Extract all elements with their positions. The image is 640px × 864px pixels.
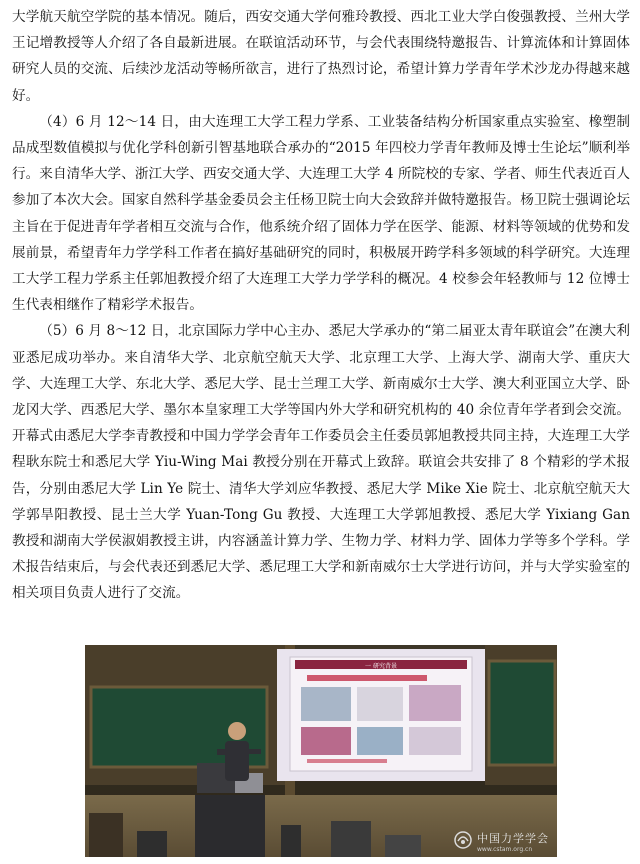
watermark: [453, 827, 549, 853]
watermark-url: www.cstam.org.cn: [477, 846, 533, 853]
lecture-hall-image: [85, 645, 557, 857]
slide-title: 一 研究背景: [365, 663, 397, 670]
paragraph-item-5: （5）6 月 8～12 日，北京国际力学中心主办、悉尼大学承办的“第二届亚太青年联谊会”在澳大利亚悉尼成功举办。来自清华大学、北京航空航天大学、北京理工大学、上海大学、湖南大学、重庆大学、大连理工大学、东北大学、悉尼大学、昆士兰理工大学、新南威尔士大学、澳大利亚国立大学、卧龙冈大学、西悉尼大学、墨尔本皇家理工大学等国内外大学和研究机构的 40 余位青年学者到会交流。开幕式由悉尼大学李青教授和中国力学学会青年工作委员会主任委员郭旭教授共同主持，大连理工大学程耿东院士和悉尼大学 Yiu-Wing Mai 教授分别在开幕式上致辞。联谊会共安排了 8 个精彩的学术报告，分别由悉尼大学 Lin Ye 院士、清华大学刘应华教授、悉尼大学 Mike Xie 院士、北京航空航天大学郭旱阳教授、昆士兰大学 Yuan-Tong Gu 教授、大连理工大学郭旭教授、悉尼大学 Yixiang Gan 教授和湖南大学侯淑娟教授主讲，内容涵盖计算力学、生物力学、材料力学、固体力学等多个学科。学术报告结束后，与会代表还到悉尼大学、悉尼理工大学和新南威尔士大学进行访问，并与大学实验室的相关项目负责人进行了交流。: [12, 323, 630, 602]
watermark-text: 中国力学学会: [477, 832, 549, 845]
paragraph-item-4: （4）6 月 12～14 日，由大连理工大学工程力学系、工业装备结构分析国家重点实验室、橡塑制品成型数值模拟与优化学科创新引智基地联合承办的“2015 年四校力学青年教师及博士生论坛”顺利举行。来自清华大学、浙江大学、西安交通大学、大连理工大学 4 所院校的专家、学者、师生代表近百人参加了本次大会。国家自然科学基金委员会主任杨卫院士向大会致辞并做特邀报告。杨卫院士强调论坛主旨在于促进青年学者相互交流与合作，他系统介绍了固体力学在医学、能源、材料等领域的优势和发展前景，希望青年力学学科工作者在搞好基础研究的同时，积极展开跨学科多领域的科学研究。大连理工大学工程力学系主任郭旭教授介绍了大连理工大学力学学科的概况。4 校参会年轻教师与 12 位博士生代表相继作了精彩学术报告。: [12, 113, 630, 314]
article-body: [12, 4, 630, 607]
paragraph-intro: 大学航天航空学院的基本情况。随后，西安交通大学何雅玲教授、西北工业大学白俊强教授、兰州大学王记增教授等人介绍了各自最新进展。在联谊活动环节，与会代表围绕特邀报告、计算流体和计算固体研究人员的交流、后续沙龙活动等畅所欲言，进行了热烈讨论，希望计算力学青年学术沙龙办得越来越好。: [12, 9, 630, 104]
conference-photo: [85, 645, 557, 857]
cstam-logo-icon: [453, 830, 473, 850]
